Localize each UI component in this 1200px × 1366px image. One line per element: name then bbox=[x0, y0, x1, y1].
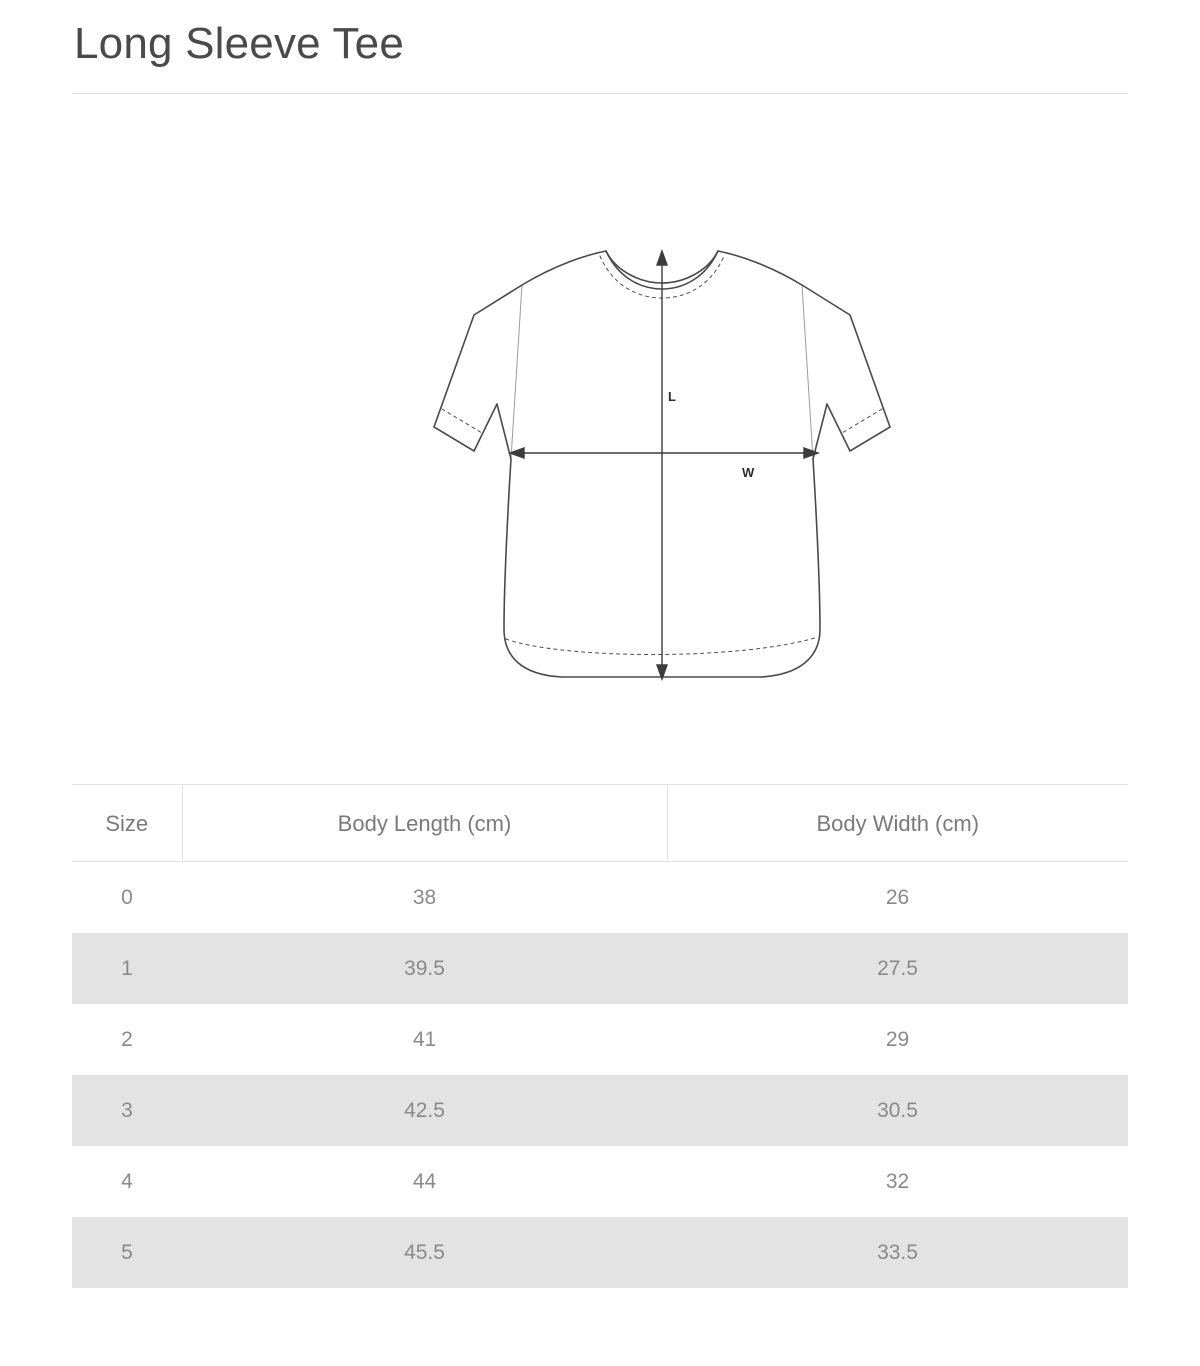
column-header-body-length: Body Length (cm) bbox=[182, 784, 667, 861]
cell-size: 0 bbox=[121, 885, 133, 909]
cell-body-length: 42.5 bbox=[404, 1098, 445, 1122]
tee-illustration bbox=[290, 159, 910, 719]
cell-size: 5 bbox=[121, 1240, 133, 1264]
table-row bbox=[72, 861, 1128, 933]
cell-size: 4 bbox=[121, 1169, 133, 1193]
size-chart-page bbox=[0, 18, 1200, 1288]
cell-body-width: 30.5 bbox=[877, 1098, 918, 1122]
table-row bbox=[72, 1146, 1128, 1217]
column-header-body-width: Body Width (cm) bbox=[667, 784, 1128, 861]
cell-body-length: 39.5 bbox=[404, 956, 445, 980]
table-row bbox=[72, 1075, 1128, 1146]
table-header-row bbox=[72, 784, 1128, 861]
garment-diagram bbox=[72, 94, 1128, 784]
cell-body-width: 27.5 bbox=[877, 956, 918, 980]
table-header bbox=[72, 784, 1128, 861]
table-body bbox=[72, 861, 1128, 1288]
table-row bbox=[72, 1217, 1128, 1288]
cell-body-width: 26 bbox=[885, 885, 910, 909]
size-chart-table bbox=[72, 784, 1128, 1288]
cell-body-length: 44 bbox=[412, 1169, 437, 1193]
cell-body-length: 41 bbox=[412, 1027, 437, 1051]
cell-body-length: 38 bbox=[412, 885, 437, 909]
column-header-size: Size bbox=[72, 784, 182, 861]
cell-size: 1 bbox=[121, 956, 133, 980]
table-row bbox=[72, 1004, 1128, 1075]
width-label: W bbox=[742, 464, 755, 480]
cell-size: 2 bbox=[121, 1027, 133, 1051]
cell-body-width: 29 bbox=[885, 1027, 910, 1051]
page-title: Long Sleeve Tee bbox=[74, 19, 405, 68]
cell-body-width: 33.5 bbox=[877, 1240, 918, 1264]
length-label: L bbox=[668, 388, 676, 404]
cell-size: 3 bbox=[121, 1098, 133, 1122]
table-row bbox=[72, 933, 1128, 1004]
cell-body-width: 32 bbox=[885, 1169, 910, 1193]
cell-body-length: 45.5 bbox=[404, 1240, 445, 1264]
